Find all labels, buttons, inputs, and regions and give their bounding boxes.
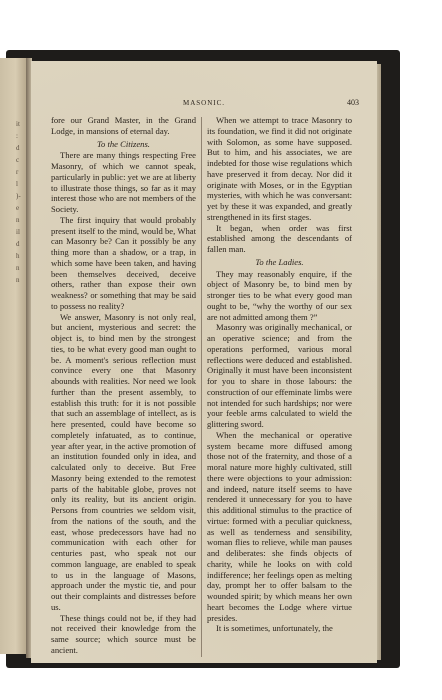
right-column-paragraph: They may reasonably enquire, if the object of Masonry be, to bind men by stronger ties to be what every good man ought to be, “why the worthy of our sex are not admitted among them ?” xyxy=(207,268,352,322)
left-column-paragraph: The first inquiry that would probably present itself to the mind, would be, What can Masonry be? Can it possibly be any thing more than a shadow, or a trap, in which some have been taken, and having been themselves deceived, deceive others, rather than expose their own weakness? or something that may be said to possess no reality? xyxy=(51,214,196,311)
book-page xyxy=(31,61,377,663)
right-column-paragraph: Masonry was originally mechanical, or an operative science; and from the operations performed, various moral reflections were deduced and established. Originally it must have been inconsistent for you to share in those labours: the construction of our effeminate limbs were not intended for such hardships; nor were your feeble arms calculated to wield the glittering sword. xyxy=(207,322,352,429)
page-number: 403 xyxy=(347,98,359,107)
left-column xyxy=(51,115,196,656)
running-head: MASONIC. xyxy=(182,99,226,107)
column-rule xyxy=(201,117,202,657)
left-column-paragraph: We answer, Masonry is not only real, but ancient, mysterious and secret: the object is, to bind men by the strongest ties, to be what every good man ought to be. A moment's serious reflection must convince every one that Masonry abounds with realities. Nor need we look further than the present assembly, to establish this truth: for it is not possible that such an assemblage of intellect, as is here presented, could have become so completely infatuated, as to continue, year after year, in the active promotion of an institution founded only in idea, and calculated only to deceive. But Free Masonry being extended to the remotest parts of the habitable globe, proves not only its reality, but its ancient origin. Persons from countries we seldom visit, from the nations of the south, and the east, whose predecessors have had no communication with each other for centuries past, who speak not our common language, are enabled to speak to us in the language of Masons, approach under the mystic tie, and pour out their complaints and distresses before us. xyxy=(51,311,196,612)
left-margin-fragments: it : d c r l )- e n il d h n n xyxy=(16,120,21,284)
right-column-paragraph: When we attempt to trace Masonry to its foundation, we find it did not originate with Solomon, as some have supposed. But to him, and his associates, we are indebted for those wise regulations which have preserved it from decay. Nor did it originate with Moses, or in the Egyptian mysteries, with which he was conversant: yet by these it was expanded, and greatly strengthened in its first stages. xyxy=(207,115,352,222)
right-column-paragraph: When the mechanical or operative system became more diffused among those not of the fraternity, and those of a moral nature more highly cultivated, still there were objections to your admission: and indeed, nature itself seems to have rendered it unnecessary for you to have this additional stimulus to the practice of virtue: formed with a peculiar quickness, as well as tenderness and sensibility, woman flies to relieve, while man pauses and deliberates: she finds objects of charity, while he looks on with cold indifference; her feelings open as melting day, prompt her to offer balsam to the wounded spirit; by which means her own heart becomes the Lodge where virtue presides. xyxy=(207,429,352,623)
left-column-paragraph: These things could not be, if they had not received their knowledge from the same source; which source must be ancient. xyxy=(51,612,196,655)
right-column-paragraph: It is sometimes, unfortunately, the xyxy=(216,623,333,634)
right-column-paragraph: It began, when order was first established among the descendants of fallen man. xyxy=(207,222,352,254)
left-page-edge xyxy=(0,58,26,654)
left-column-paragraph: fore our Grand Master, in the Grand Lodge, in mansions of eternal day. xyxy=(51,115,196,136)
left-column-heading: To the Citizens. xyxy=(97,138,150,149)
left-column-paragraph: There are many things respecting Free Masonry, of which we cannot speak, particularly in public: yet we are at liberty to illustrate those things, so far as it may interest those who are not members of the Society. xyxy=(51,150,196,214)
right-column xyxy=(207,115,352,634)
right-column-heading: To the Ladies. xyxy=(255,256,304,267)
